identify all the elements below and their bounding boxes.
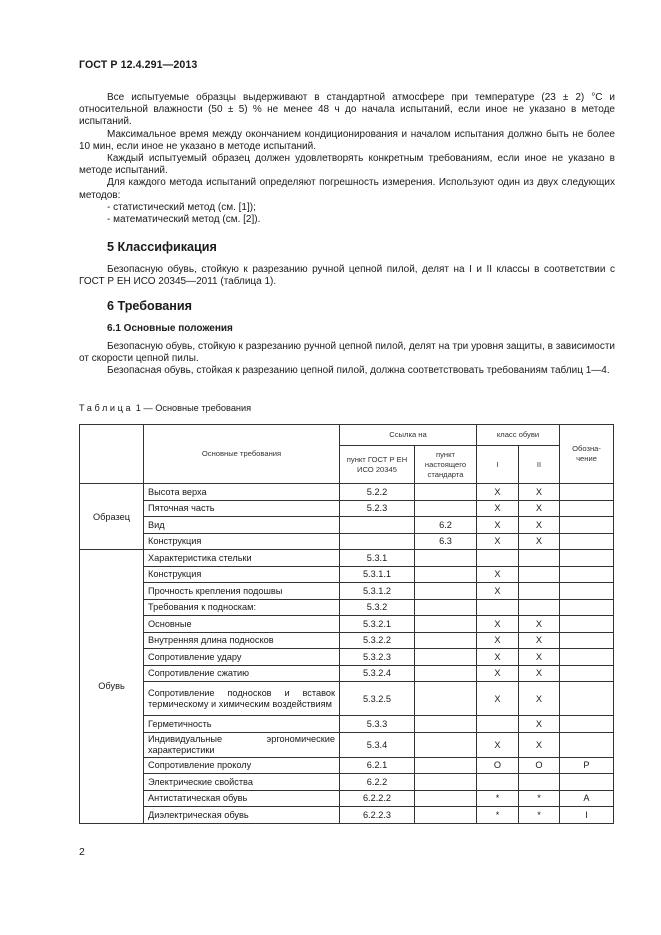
designation-cell: I: [560, 807, 614, 824]
requirement-cell: Сопротивление подносков и вставок термическому и химическим воздействиям: [144, 682, 340, 716]
designation-cell: [560, 732, 614, 757]
table-row: [80, 790, 614, 807]
class-1-cell: [477, 599, 519, 616]
standard-ref-cell: [415, 790, 477, 807]
class-1-cell: *: [477, 807, 519, 824]
table-row: [80, 649, 614, 666]
requirement-cell: Антистатическая обувь: [144, 790, 340, 807]
designation-cell: [560, 566, 614, 583]
class-2-cell: [519, 599, 560, 616]
class-1-cell: X: [477, 566, 519, 583]
standard-ref-cell: [415, 583, 477, 600]
standard-ref-cell: [415, 757, 477, 774]
class-2-cell: X: [519, 682, 560, 716]
class-1-cell: X: [477, 533, 519, 550]
table-row: [80, 757, 614, 774]
class-1-cell: [477, 716, 519, 733]
designation-cell: A: [560, 790, 614, 807]
class-1-cell: [477, 774, 519, 791]
empty-corner-cell: [80, 425, 144, 484]
requirement-cell: Основные: [144, 616, 340, 633]
class-2-cell: X: [519, 533, 560, 550]
standard-ref-cell: 6.3: [415, 533, 477, 550]
class-2-cell: *: [519, 790, 560, 807]
section-5-title: 5 Классификация: [107, 240, 217, 254]
designation-cell: [560, 500, 614, 517]
requirements-table: [79, 424, 614, 824]
gost-ref-cell: 6.2.2: [340, 774, 415, 791]
requirement-cell: Сопротивление сжатию: [144, 665, 340, 682]
gost-ref-cell: [340, 533, 415, 550]
class-2-cell: X: [519, 500, 560, 517]
header-class-1: I: [477, 446, 519, 484]
class-2-cell: X: [519, 616, 560, 633]
standard-ref-cell: [415, 550, 477, 567]
header-shoe-class: класс обуви: [477, 425, 560, 446]
designation-cell: [560, 484, 614, 501]
header-designation: Обозна-чение: [560, 425, 614, 484]
header-class-2: II: [519, 446, 560, 484]
intro-list-item: - статистический метод (см. [1]);: [107, 201, 256, 213]
class-1-cell: X: [477, 484, 519, 501]
standard-ref-cell: [415, 616, 477, 633]
header-reference: Ссылка на: [340, 425, 477, 446]
section-5-text-block: [79, 264, 615, 288]
designation-cell: P: [560, 757, 614, 774]
standard-ref-cell: [415, 566, 477, 583]
designation-cell: [560, 649, 614, 666]
gost-ref-cell: 5.3.2.1: [340, 616, 415, 633]
intro-paragraph: Максимальное время между окончанием кондиционирования и началом испытания должно быть не более 10 мин, если иное не указано в методе испытаний.: [79, 128, 615, 152]
standard-ref-cell: [415, 500, 477, 517]
requirement-cell: Высота верха: [144, 484, 340, 501]
designation-cell: [560, 632, 614, 649]
header-ref-standard: пункт настоящего стандарта: [415, 446, 477, 484]
class-1-cell: X: [477, 649, 519, 666]
intro-block: [79, 92, 615, 226]
designation-cell: [560, 774, 614, 791]
table-row: [80, 682, 614, 716]
requirement-cell: Требования к подноскам:: [144, 599, 340, 616]
class-2-cell: X: [519, 716, 560, 733]
gost-ref-cell: 5.3.2: [340, 599, 415, 616]
class-2-cell: X: [519, 649, 560, 666]
class-2-cell: X: [519, 665, 560, 682]
requirement-cell: Конструкция: [144, 533, 340, 550]
requirement-cell: Сопротивление проколу: [144, 757, 340, 774]
document-code: ГОСТ Р 12.4.291—2013: [79, 59, 198, 71]
intro-paragraph: Каждый испытуемый образец должен удовлетворять конкретным требованиям, если иное не указано в методе испытаний.: [79, 153, 615, 177]
designation-cell: [560, 616, 614, 633]
page-number: 2: [79, 846, 85, 858]
class-1-cell: X: [477, 682, 519, 716]
requirement-cell: Сопротивление удару: [144, 649, 340, 666]
gost-ref-cell: 6.2.2.2: [340, 790, 415, 807]
gost-ref-cell: 5.3.1: [340, 550, 415, 567]
requirement-cell: Индивидуальные эргономические характеристики: [144, 732, 340, 757]
class-1-cell: X: [477, 583, 519, 600]
requirement-cell: Характеристика стельки: [144, 550, 340, 567]
standard-ref-cell: [415, 649, 477, 666]
gost-ref-cell: 5.3.1.1: [340, 566, 415, 583]
class-2-cell: X: [519, 517, 560, 534]
standard-ref-cell: [415, 599, 477, 616]
designation-cell: [560, 716, 614, 733]
gost-ref-cell: 6.2.2.3: [340, 807, 415, 824]
table-row: [80, 616, 614, 633]
standard-ref-cell: [415, 807, 477, 824]
gost-ref-cell: 5.3.4: [340, 732, 415, 757]
class-1-cell: X: [477, 517, 519, 534]
table-row: [80, 500, 614, 517]
header-ref-gost: пункт ГОСТ Р ЕН ИСО 20345: [340, 446, 415, 484]
table-row: [80, 632, 614, 649]
standard-ref-cell: [415, 682, 477, 716]
requirement-cell: Конструкция: [144, 566, 340, 583]
requirement-cell: Электрические свойства: [144, 774, 340, 791]
section-6-paragraph: Безопасную обувь, стойкую к разрезанию ручной цепной пилой, делят на три уровня защиты, в зависимости от скорости цепной пилы.: [79, 341, 615, 365]
gost-ref-cell: 5.3.2.4: [340, 665, 415, 682]
class-2-cell: [519, 566, 560, 583]
section-6-title: 6 Требования: [107, 299, 192, 313]
gost-ref-cell: [340, 517, 415, 534]
group-label: Обувь: [80, 550, 144, 824]
section-6-paragraph: Безопасная обувь, стойкая к разрезанию цепной пилой, должна соответствовать требованиям таблиц 1—4.: [107, 365, 610, 377]
class-2-cell: X: [519, 732, 560, 757]
table-row: [80, 599, 614, 616]
designation-cell: [560, 583, 614, 600]
gost-ref-cell: 5.3.2.5: [340, 682, 415, 716]
gost-ref-cell: 5.3.2.3: [340, 649, 415, 666]
gost-ref-cell: 5.2.3: [340, 500, 415, 517]
standard-ref-cell: [415, 665, 477, 682]
requirement-cell: Герметичность: [144, 716, 340, 733]
class-1-cell: O: [477, 757, 519, 774]
table-row: [80, 807, 614, 824]
standard-ref-cell: [415, 632, 477, 649]
class-2-cell: *: [519, 807, 560, 824]
class-1-cell: *: [477, 790, 519, 807]
requirement-cell: Пяточная часть: [144, 500, 340, 517]
table-caption-lead: Таблица: [79, 403, 134, 413]
requirement-cell: Вид: [144, 517, 340, 534]
class-1-cell: [477, 550, 519, 567]
designation-cell: [560, 517, 614, 534]
section-6-1-title: 6.1 Основные положения: [107, 323, 233, 334]
table-row: [80, 533, 614, 550]
requirement-cell: Внутренняя длина подносков: [144, 632, 340, 649]
table-caption: [79, 403, 251, 413]
standard-ref-cell: [415, 774, 477, 791]
section-5-paragraph: Безопасную обувь, стойкую к разрезанию ручной цепной пилой, делят на I и II классы в соответствии с ГОСТ Р ЕН ИСО 20345—2011 (таблица 1).: [79, 264, 615, 288]
standard-ref-cell: 6.2: [415, 517, 477, 534]
class-2-cell: X: [519, 632, 560, 649]
group-label: Образец: [80, 484, 144, 550]
table-row: [80, 665, 614, 682]
class-2-cell: O: [519, 757, 560, 774]
standard-ref-cell: [415, 732, 477, 757]
gost-ref-cell: 5.3.3: [340, 716, 415, 733]
table-row: [80, 583, 614, 600]
class-1-cell: X: [477, 632, 519, 649]
designation-cell: [560, 665, 614, 682]
designation-cell: [560, 599, 614, 616]
standard-ref-cell: [415, 484, 477, 501]
gost-ref-cell: 5.3.1.2: [340, 583, 415, 600]
designation-cell: [560, 682, 614, 716]
class-1-cell: X: [477, 500, 519, 517]
designation-cell: [560, 550, 614, 567]
gost-ref-cell: 6.2.1: [340, 757, 415, 774]
table-row: [80, 716, 614, 733]
section-6-text-block: [79, 341, 615, 378]
class-1-cell: X: [477, 665, 519, 682]
table-body: [80, 484, 614, 824]
standard-ref-cell: [415, 716, 477, 733]
class-2-cell: X: [519, 484, 560, 501]
gost-ref-cell: 5.3.2.2: [340, 632, 415, 649]
table-caption-title: 1 — Основные требования: [135, 403, 252, 413]
table-row: [80, 774, 614, 791]
table-row: [80, 550, 614, 567]
class-2-cell: [519, 583, 560, 600]
intro-list-item: - математический метод (см. [2]).: [107, 214, 261, 226]
class-2-cell: [519, 550, 560, 567]
header-requirements: Основные требования: [144, 425, 340, 484]
intro-paragraph: Для каждого метода испытаний определяют погрешность измерения. Используют один из двух следующих методов:: [79, 177, 615, 201]
requirement-cell: Прочность крепления подошвы: [144, 583, 340, 600]
designation-cell: [560, 533, 614, 550]
class-1-cell: X: [477, 616, 519, 633]
intro-paragraph: Все испытуемые образцы выдерживают в стандартной атмосфере при температуре (23 ± 2) °С и относительной влажности (50 ± 5) % не менее 48 ч до начала испытаний, если иное не указано в методе испытаний.: [79, 92, 615, 128]
class-1-cell: X: [477, 732, 519, 757]
class-2-cell: [519, 774, 560, 791]
requirement-cell: Диэлектрическая обувь: [144, 807, 340, 824]
table-row: [80, 732, 614, 757]
table-row: [80, 566, 614, 583]
table-row: [80, 484, 614, 501]
table-row: [80, 517, 614, 534]
gost-ref-cell: 5.2.2: [340, 484, 415, 501]
